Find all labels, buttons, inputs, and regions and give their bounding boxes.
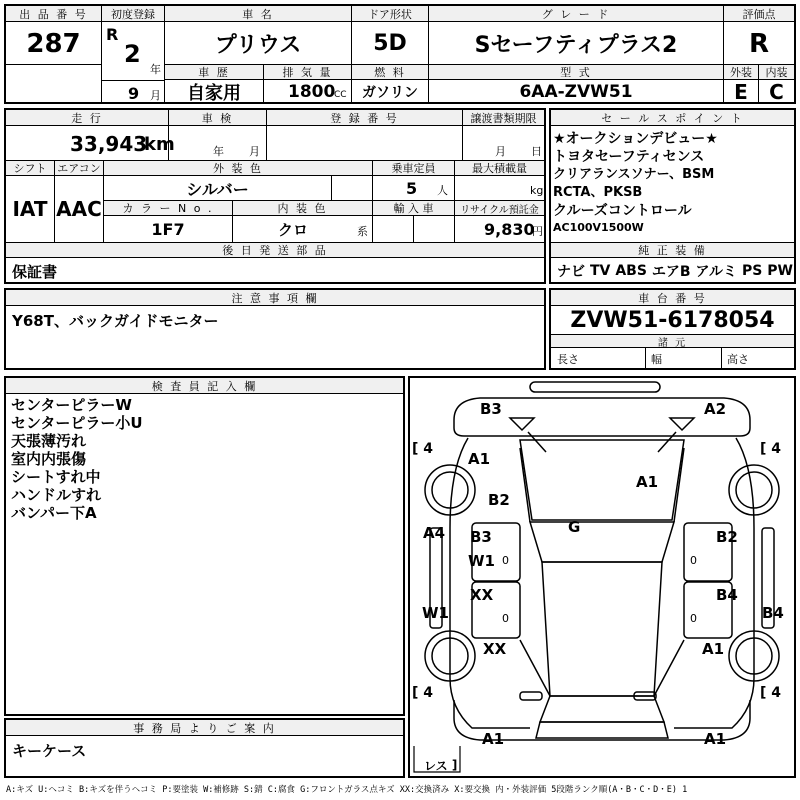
equipment-item: ABS [615,263,647,279]
mark-sill-right: B4 [762,604,784,622]
mark-rear-fender-right: A1 [702,640,725,658]
reg-era: R [106,24,119,44]
tire-front-right-inner [736,472,772,508]
exterior-color: シルバー [186,179,249,199]
car-diagram-box [408,376,796,778]
equipment-item: TV [589,263,611,279]
header-registration-no: 登 録 番 号 [267,110,462,126]
interior-grade: C [769,80,784,104]
inspection-month-unit: 月 [249,145,260,158]
mark-rear-bumper-right: A1 [704,730,727,748]
recycle-unit: 円 [532,225,543,238]
door-type: 5D [373,30,407,56]
mark-front-door-left-upper: B3 [470,528,492,546]
inspector-note: ハンドルすれ [11,486,102,504]
header-notes: 注 意 事 項 欄 [6,290,544,306]
sales-point-item: AC100V1500W [553,221,644,234]
mark-door-small-2: 0 [502,611,509,625]
width-label: 幅 [651,353,662,366]
header-score: 評価点 [724,6,794,22]
header-displacement: 排 気 量 [264,65,351,80]
reg-month-unit: 月 [150,89,161,102]
header-max-load: 最大積載量 [455,161,544,176]
mileage-unit: km [144,133,175,155]
header-office: 事 務 局 よ り ご 案 内 [6,720,403,736]
windshield [530,522,674,562]
header-specs: 諸 元 [551,335,794,348]
header-later-parts: 後 日 発 送 部 品 [6,243,544,258]
displacement-unit: CC [334,90,347,100]
header-model: 型 式 [429,65,723,80]
header-interior: 内装 [759,65,794,80]
car-diagram [410,378,794,776]
tire-depth-rr: [ 4 [760,685,782,701]
length-label: 長さ [557,353,579,366]
sales-point-item: トヨタセーフティセンス [553,149,705,165]
max-load-unit: kg [530,183,544,197]
header-exterior-color: 外 装 色 [104,161,372,176]
mark-rear-door-left: XX [470,586,494,604]
legend: A:キズ U:ヘコミ B:キズを伴うヘコミ P:要塗装 W:補修跡 S:錆 C:腐食 G:フロントガラス点キズ XX:交換済み X:要交換 内・外装評価 5段階ランク順(A・B・C・D・E) 1 [6,785,688,795]
height-label: 高さ [727,353,749,366]
header-aircon: エアコン [55,161,103,176]
sales-point-list [553,130,793,236]
header-first-reg: 初度登録 [102,6,164,22]
header-lot-no: 出 品 番 号 [6,6,101,22]
history: 自家用 [187,83,241,104]
transfer-month-unit: 月 [495,145,506,158]
inspector-note: センターピラー小U [11,414,143,432]
tire-depth-fl: [ 4 [412,441,434,457]
aircon: AAC [56,197,102,221]
header-recycle: リサイクル預託金 [455,201,544,216]
header-history: 車 歴 [165,65,263,80]
interior-color-unit: 系 [357,225,368,238]
model: 6AA-ZVW51 [519,82,633,102]
roof-outline [542,562,662,696]
mileage: 33,943 [70,132,148,156]
mark-door-small-4: 0 [690,611,697,625]
header-fuel: 燃 料 [352,65,428,80]
header-door-type: ドア形状 [352,6,428,22]
header-grade: グ レ ー ド [429,6,723,22]
mark-front-bumper-left: B3 [480,400,502,418]
lot-number: 287 [26,29,81,59]
header-mileage: 走 行 [6,110,168,126]
color-no: 1F7 [151,219,185,239]
mark-rear-bumper-left: A1 [482,730,505,748]
inspector-note: バンパー下A [11,504,97,522]
header-interior-color: 内 装 色 [233,201,372,216]
chassis-number: ZVW51-6178054 [570,307,775,333]
spec-table [4,108,546,284]
equipment-item: PW [767,263,793,279]
mirror-right [670,418,694,430]
reg-year: 2 [124,40,141,68]
office-box [4,718,405,778]
reg-year-unit: 年 [150,63,161,76]
header-exterior: 外装 [724,65,758,80]
tire-depth-rl: [ 4 [412,685,434,701]
mark-front-door-right: B2 [716,528,738,546]
header-car-name: 車 名 [165,6,351,22]
spare-tire: レス ] [424,758,458,773]
notes-box [4,288,546,370]
shift: IAT [12,197,48,221]
notes-text: Y68T、バックガイドモニター [12,311,219,330]
header-shift: シフト [6,161,54,176]
score: R [748,29,770,59]
mark-door-small-1: 0 [502,553,509,567]
mark-rear-fender-left: XX [483,640,507,658]
header-transfer-deadline: 譲渡書類期限 [463,110,544,126]
inspector-note: シートすれ中 [11,468,101,486]
hood-outline [520,440,684,520]
sales-point-item: RCTA、PKSB [553,185,643,200]
recycle: 9,830 [484,219,535,239]
sales-point-item: ★オークションデビュー★ [553,131,718,147]
equipment-item: PS [741,263,763,279]
header-inspection: 車 検 [169,110,266,126]
header-capacity: 乗車定員 [373,161,454,176]
trunk [536,722,668,738]
grade: Sセーフティプラス2 [474,32,678,58]
interior-color: クロ [277,220,308,239]
equipment-item: エアB [651,264,691,280]
top-table [4,4,796,104]
mark-windshield-left: B2 [488,491,510,509]
mark-hood: A1 [636,473,659,491]
equipment-item: ナビ [557,264,585,280]
displacement: 1800 [288,82,336,102]
reg-month: 9 [128,83,140,103]
mark-roof: G [568,518,581,536]
inspector-note: センターピラーW [11,396,132,414]
car-name: プリウス [214,32,302,58]
mark-door-small-3: 0 [690,553,697,567]
later-parts: 保証書 [12,262,58,281]
mark-pillar-left: A4 [423,524,446,542]
inspector-note: 天張薄汚れ [11,432,87,450]
mark-sill-left: W1 [422,604,449,622]
header-sales-point: セ ー ル ス ポ イ ン ト [551,110,794,126]
sales-point-item: クリアランスソナー、BSM [553,167,715,182]
capacity-unit: 人 [437,184,448,197]
transfer-day-unit: 日 [531,145,542,158]
inspector-note: 室内内張傷 [11,450,87,468]
capacity: 5 [406,178,418,198]
exterior-grade: E [734,80,748,104]
header-import: 輸 入 車 [373,201,454,216]
tire-depth-fr: [ 4 [760,441,782,457]
mark-front-bumper-right: A2 [704,400,727,418]
genuine-equipment-list [557,260,793,282]
rear-bumper-bottom [520,692,542,700]
office-note: キーケース [12,741,87,760]
inspector-notes-list [11,396,143,522]
inspection-year-unit: 年 [213,145,224,158]
header-inspector: 検 査 員 記 入 欄 [6,378,403,394]
header-chassis-no: 車 台 番 号 [551,290,794,306]
fuel: ガソリン [362,85,418,101]
mirror-left [510,418,534,430]
tire-front-left-inner [432,472,468,508]
chassis-box [549,288,796,370]
sales-point-box [549,108,796,284]
sales-point-item: クルーズコントロール [553,203,692,219]
mark-fender-front-left: A1 [468,450,491,468]
equipment-item: アルミ [695,264,737,280]
mark-rear-door-right: B4 [716,586,738,604]
header-genuine-equipment: 純 正 装 備 [551,243,794,258]
front-bumper-top [530,382,660,392]
mark-front-door-left: W1 [468,552,495,570]
header-color-no: カ ラ ー N o . [104,201,232,216]
inspector-box [4,376,405,716]
